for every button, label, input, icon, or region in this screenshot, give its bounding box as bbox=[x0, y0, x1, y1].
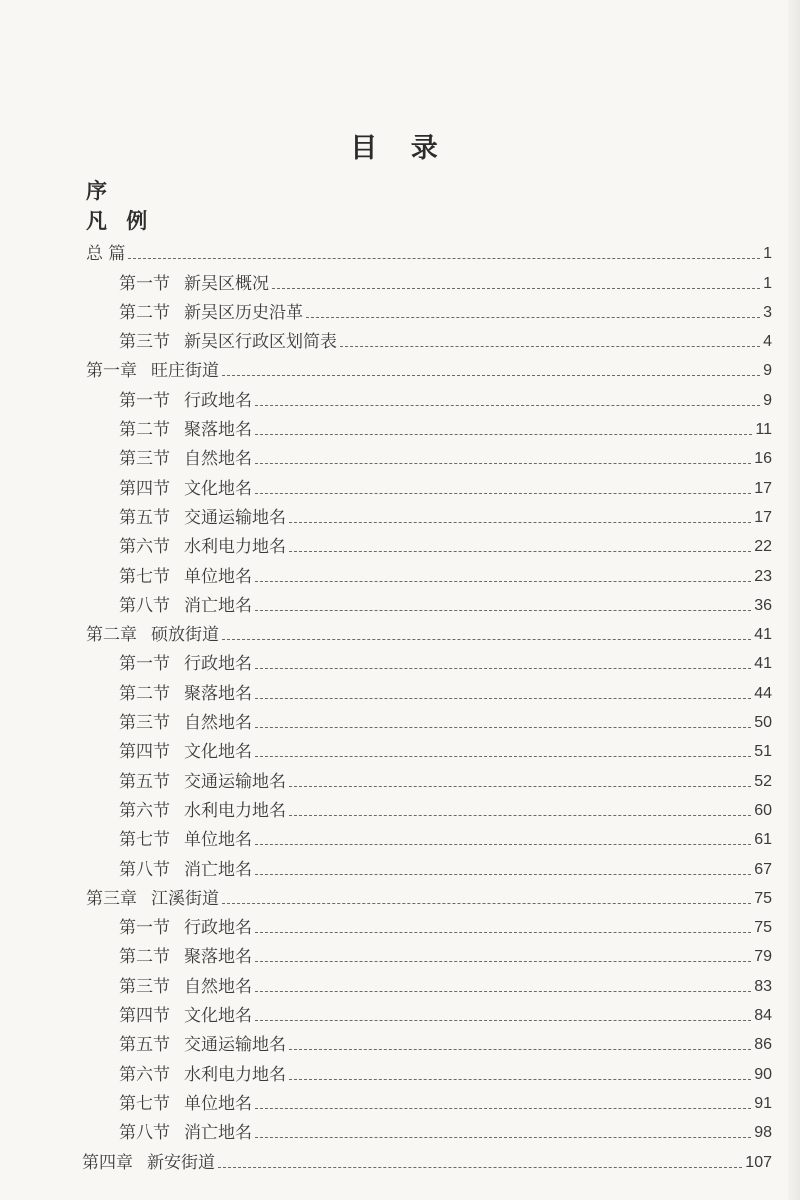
entry-title: 行政地名 bbox=[184, 918, 252, 939]
entry-number: 第二节 bbox=[119, 947, 170, 968]
entry-title: 单位地名 bbox=[184, 830, 252, 851]
entry-title: 交通运输地名 bbox=[184, 771, 286, 792]
page-number: 60 bbox=[754, 801, 772, 819]
dot-leader bbox=[255, 434, 752, 435]
entry-title: 新吴区行政区划简表 bbox=[184, 332, 337, 353]
dot-leader bbox=[272, 288, 760, 289]
dot-leader bbox=[222, 639, 751, 640]
dot-leader bbox=[255, 1108, 751, 1109]
entry-number: 第一节 bbox=[119, 273, 170, 294]
dot-leader bbox=[289, 1079, 751, 1080]
page-number: 84 bbox=[754, 1007, 772, 1025]
entry-title: 文化地名 bbox=[184, 742, 252, 763]
toc-chapter-entry[interactable] bbox=[0, 881, 772, 910]
page-number: 44 bbox=[754, 684, 772, 702]
page-number: 41 bbox=[754, 626, 772, 644]
dot-leader bbox=[128, 258, 760, 259]
toc-section-entry[interactable] bbox=[0, 793, 772, 822]
entry-title: 硕放街道 bbox=[151, 625, 219, 646]
entry-number: 总 篇 bbox=[86, 244, 126, 265]
page-number: 98 bbox=[754, 1124, 772, 1142]
entry-number: 第一节 bbox=[119, 918, 170, 939]
entry-number: 第五节 bbox=[119, 1035, 170, 1056]
entry-title: 旺庄街道 bbox=[151, 361, 219, 382]
page-number: 91 bbox=[754, 1094, 772, 1112]
entry-title: 聚落地名 bbox=[184, 420, 252, 441]
entry-number: 第四节 bbox=[119, 478, 170, 499]
toc-section-entry[interactable] bbox=[0, 441, 772, 470]
entry-number: 第六节 bbox=[119, 800, 170, 821]
entry-number: 第四节 bbox=[119, 1006, 170, 1027]
entry-number: 第八节 bbox=[119, 1123, 170, 1144]
entry-number: 第一章 bbox=[86, 361, 137, 382]
toc-section-entry[interactable] bbox=[0, 646, 772, 675]
entry-title: 消亡地名 bbox=[184, 595, 252, 616]
entry-title: 新安街道 bbox=[147, 1152, 215, 1173]
toc-chapter-entry[interactable] bbox=[0, 617, 772, 646]
page-number: 90 bbox=[754, 1065, 772, 1083]
toc-section-entry[interactable] bbox=[0, 529, 772, 558]
toc-section-entry[interactable] bbox=[0, 910, 772, 939]
dot-leader bbox=[255, 756, 751, 757]
page-number: 1 bbox=[763, 245, 772, 263]
entry-title: 自然地名 bbox=[184, 713, 252, 734]
dot-leader bbox=[289, 815, 751, 816]
page-number: 23 bbox=[754, 567, 772, 585]
page-number: 75 bbox=[754, 919, 772, 937]
toc-section-entry[interactable] bbox=[0, 588, 772, 617]
toc-guidelines: 凡 例 bbox=[86, 208, 154, 233]
toc-section-entry[interactable] bbox=[0, 500, 772, 529]
page-number: 107 bbox=[745, 1153, 772, 1171]
dot-leader bbox=[222, 375, 760, 376]
dot-leader bbox=[255, 874, 751, 875]
dot-leader bbox=[255, 610, 751, 611]
toc-section-entry[interactable] bbox=[0, 1027, 772, 1056]
page-number: 1 bbox=[763, 274, 772, 292]
entry-number: 第八节 bbox=[119, 859, 170, 880]
entry-number: 第六节 bbox=[119, 1064, 170, 1085]
entry-title: 文化地名 bbox=[184, 478, 252, 499]
page-number: 86 bbox=[754, 1036, 772, 1054]
dot-leader bbox=[289, 522, 751, 523]
dot-leader bbox=[255, 581, 751, 582]
entry-title: 水利电力地名 bbox=[184, 1064, 286, 1085]
entry-title: 新吴区历史沿革 bbox=[184, 302, 303, 323]
entry-title: 消亡地名 bbox=[184, 1123, 252, 1144]
dot-leader bbox=[289, 1049, 751, 1050]
toc-chapter-entry[interactable] bbox=[0, 1144, 772, 1173]
page-number: 16 bbox=[754, 450, 772, 468]
entry-title: 水利电力地名 bbox=[184, 537, 286, 558]
page-title: 目 录 bbox=[350, 133, 450, 164]
entry-title: 单位地名 bbox=[184, 1093, 252, 1114]
toc-section-entry[interactable] bbox=[0, 558, 772, 587]
dot-leader bbox=[255, 668, 751, 669]
dot-leader bbox=[222, 903, 751, 904]
entry-number: 第二节 bbox=[119, 683, 170, 704]
toc-chapter-entry[interactable] bbox=[0, 353, 772, 382]
entry-number: 第二节 bbox=[119, 302, 170, 323]
page-number: 17 bbox=[754, 479, 772, 497]
dot-leader bbox=[255, 463, 751, 464]
page-number: 83 bbox=[754, 977, 772, 995]
toc-section-entry[interactable] bbox=[0, 1056, 772, 1085]
entry-number: 第六节 bbox=[119, 537, 170, 558]
dot-leader bbox=[255, 961, 751, 962]
toc-section-entry[interactable] bbox=[0, 265, 772, 294]
entry-title: 单位地名 bbox=[184, 566, 252, 587]
dot-leader bbox=[218, 1167, 742, 1168]
entry-number: 第一节 bbox=[119, 390, 170, 411]
entry-number: 第二节 bbox=[119, 420, 170, 441]
entry-number: 第三章 bbox=[86, 888, 137, 909]
toc-section-entry[interactable] bbox=[0, 998, 772, 1027]
entry-number: 第七节 bbox=[119, 830, 170, 851]
toc-section-entry[interactable] bbox=[0, 705, 772, 734]
dot-leader bbox=[255, 405, 760, 406]
page-number: 17 bbox=[754, 508, 772, 526]
dot-leader bbox=[289, 786, 751, 787]
page-number: 75 bbox=[754, 889, 772, 907]
toc-section-entry[interactable] bbox=[0, 822, 772, 851]
entry-number: 第五节 bbox=[119, 507, 170, 528]
page-number: 79 bbox=[754, 948, 772, 966]
entry-number: 第三节 bbox=[119, 332, 170, 353]
dot-leader bbox=[255, 698, 751, 699]
dot-leader bbox=[255, 493, 751, 494]
entry-title: 水利电力地名 bbox=[184, 800, 286, 821]
toc-section-entry[interactable] bbox=[0, 412, 772, 441]
entry-number: 第一节 bbox=[119, 654, 170, 675]
toc-section-entry[interactable] bbox=[0, 470, 772, 499]
page-number: 9 bbox=[763, 391, 772, 409]
entry-title: 交通运输地名 bbox=[184, 1035, 286, 1056]
entry-number: 第三节 bbox=[119, 449, 170, 470]
dot-leader bbox=[255, 844, 751, 845]
page-number: 52 bbox=[754, 772, 772, 790]
page-number: 3 bbox=[763, 303, 772, 321]
entry-title: 交通运输地名 bbox=[184, 507, 286, 528]
toc-section-entry[interactable] bbox=[0, 939, 772, 968]
toc-section-entry[interactable] bbox=[0, 382, 772, 411]
entry-number: 第八节 bbox=[119, 595, 170, 616]
dot-leader bbox=[255, 991, 751, 992]
toc-section-entry[interactable] bbox=[0, 324, 772, 353]
entry-number: 第七节 bbox=[119, 566, 170, 587]
entry-title: 江溪街道 bbox=[151, 888, 219, 909]
entry-title: 聚落地名 bbox=[184, 947, 252, 968]
toc-section-entry[interactable] bbox=[0, 295, 772, 324]
entry-title: 聚落地名 bbox=[184, 683, 252, 704]
entry-number: 第三节 bbox=[119, 713, 170, 734]
page-number: 61 bbox=[754, 831, 772, 849]
toc-section-entry[interactable] bbox=[0, 1115, 772, 1144]
entry-title: 新吴区概况 bbox=[184, 273, 269, 294]
toc-section-entry[interactable] bbox=[0, 763, 772, 792]
dot-leader bbox=[255, 1020, 751, 1021]
dot-leader bbox=[289, 551, 751, 552]
entry-number: 第四节 bbox=[119, 742, 170, 763]
page-number: 36 bbox=[754, 596, 772, 614]
toc-chapter-entry[interactable] bbox=[0, 236, 772, 265]
entry-number: 第四章 bbox=[82, 1152, 133, 1173]
toc-preface: 序 bbox=[86, 178, 113, 203]
page-number: 41 bbox=[754, 655, 772, 673]
toc-section-entry[interactable] bbox=[0, 1086, 772, 1115]
page-number: 4 bbox=[763, 333, 772, 351]
entry-title: 文化地名 bbox=[184, 1006, 252, 1027]
entry-number: 第五节 bbox=[119, 771, 170, 792]
dot-leader bbox=[255, 1137, 751, 1138]
toc-section-entry[interactable] bbox=[0, 968, 772, 997]
page-number: 22 bbox=[754, 538, 772, 556]
toc-section-entry[interactable] bbox=[0, 734, 772, 763]
table-of-contents bbox=[0, 236, 800, 1174]
entry-title: 自然地名 bbox=[184, 976, 252, 997]
entry-title: 行政地名 bbox=[184, 390, 252, 411]
dot-leader bbox=[340, 346, 760, 347]
toc-section-entry[interactable] bbox=[0, 851, 772, 880]
entry-title: 消亡地名 bbox=[184, 859, 252, 880]
dot-leader bbox=[306, 317, 760, 318]
entry-title: 行政地名 bbox=[184, 654, 252, 675]
page-number: 51 bbox=[754, 743, 772, 761]
entry-number: 第三节 bbox=[119, 976, 170, 997]
page-number: 9 bbox=[763, 362, 772, 380]
entry-title: 自然地名 bbox=[184, 449, 252, 470]
entry-number: 第七节 bbox=[119, 1093, 170, 1114]
dot-leader bbox=[255, 932, 751, 933]
page-number: 11 bbox=[755, 421, 772, 439]
page-number: 67 bbox=[754, 860, 772, 878]
toc-section-entry[interactable] bbox=[0, 675, 772, 704]
dot-leader bbox=[255, 727, 751, 728]
entry-number: 第二章 bbox=[86, 625, 137, 646]
page-number: 50 bbox=[754, 714, 772, 732]
